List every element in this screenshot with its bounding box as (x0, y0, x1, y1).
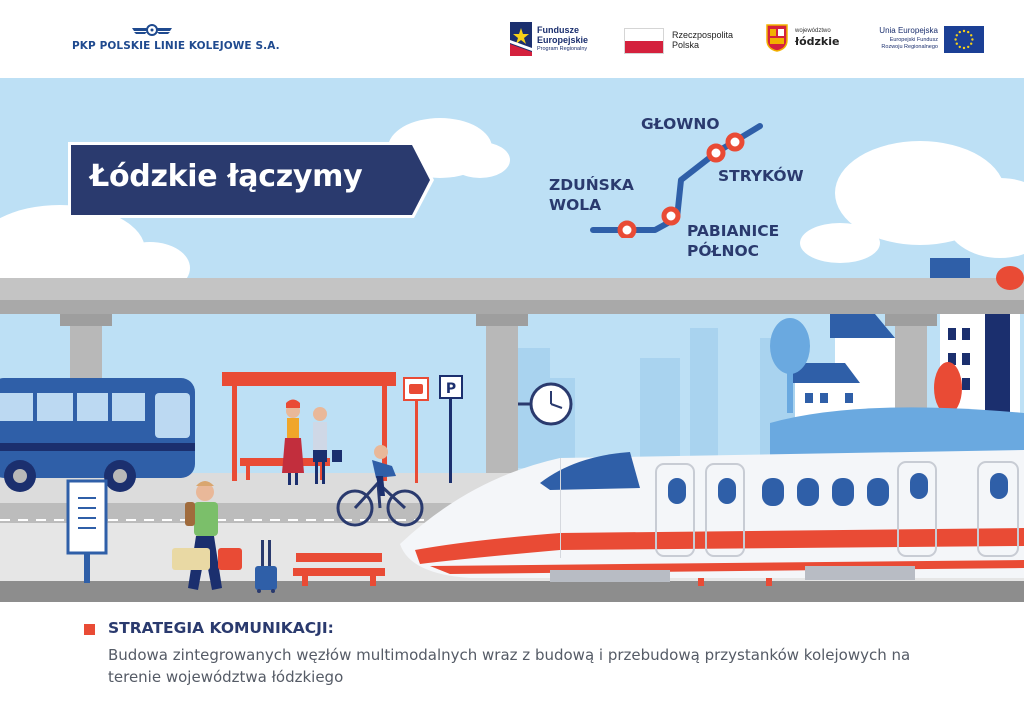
bullet-square-icon (84, 624, 95, 635)
unia-sub: Europejski Fundusz Rozwoju Regionalnego (881, 37, 938, 50)
wojewodztwo-big: łódzkie (795, 35, 840, 48)
rzeczpospolita-name: Rzeczpospolita Polska (672, 30, 734, 50)
city-glowno: GŁOWNO (641, 115, 720, 133)
lodzkie-crest-icon (766, 24, 788, 52)
unia-name: Unia Europejska (879, 26, 938, 35)
track (0, 581, 1024, 602)
eu-flag-icon (944, 26, 984, 53)
pkp-name: PKP POLSKIE LINIE KOLEJOWE S.A. (72, 40, 280, 52)
eu-funds-star-icon (510, 22, 532, 56)
caption-body: Budowa zintegrowanych węzłów multimodalnych wraz z budową i przebudową przystanków kolejowych na terenie województwa łódzkiego (108, 646, 911, 686)
polish-flag-icon (624, 28, 664, 54)
pkp-logo (72, 22, 280, 56)
station-zdunska-wola (620, 223, 634, 237)
station-glowno (728, 135, 742, 149)
fundusze-name: Fundusze Europejskie (537, 25, 589, 45)
city-zdunska-wola: ZDUŃSKA WOLA (549, 176, 634, 214)
fundusze-europejskie-logo (510, 22, 620, 58)
station-strykow (709, 146, 723, 160)
station-pabianice (664, 209, 678, 223)
city-strykow: STRYKÓW (718, 167, 804, 185)
logo-header (0, 0, 1024, 78)
railway-illustration (0, 78, 1024, 602)
city-pabianice: PABIANICE PÓŁNOC (687, 222, 780, 260)
unia-europejska-logo (866, 26, 986, 56)
winged-wheel-icon (130, 22, 174, 38)
bus-icon (0, 378, 195, 492)
parking-sign-label: P (445, 381, 457, 397)
fundusze-sub: Program Regionalny (537, 46, 588, 52)
wojewodztwo-lodzkie-logo (766, 24, 856, 56)
rzeczpospolita-logo (624, 26, 754, 56)
caption (0, 602, 1024, 707)
banner-title: Łódzkie łączymy (90, 159, 363, 194)
caption-title: STRATEGIA KOMUNIKACJI: (108, 619, 334, 637)
wojewodztwo-small: województwo (795, 28, 831, 34)
campaign-banner (68, 142, 434, 218)
